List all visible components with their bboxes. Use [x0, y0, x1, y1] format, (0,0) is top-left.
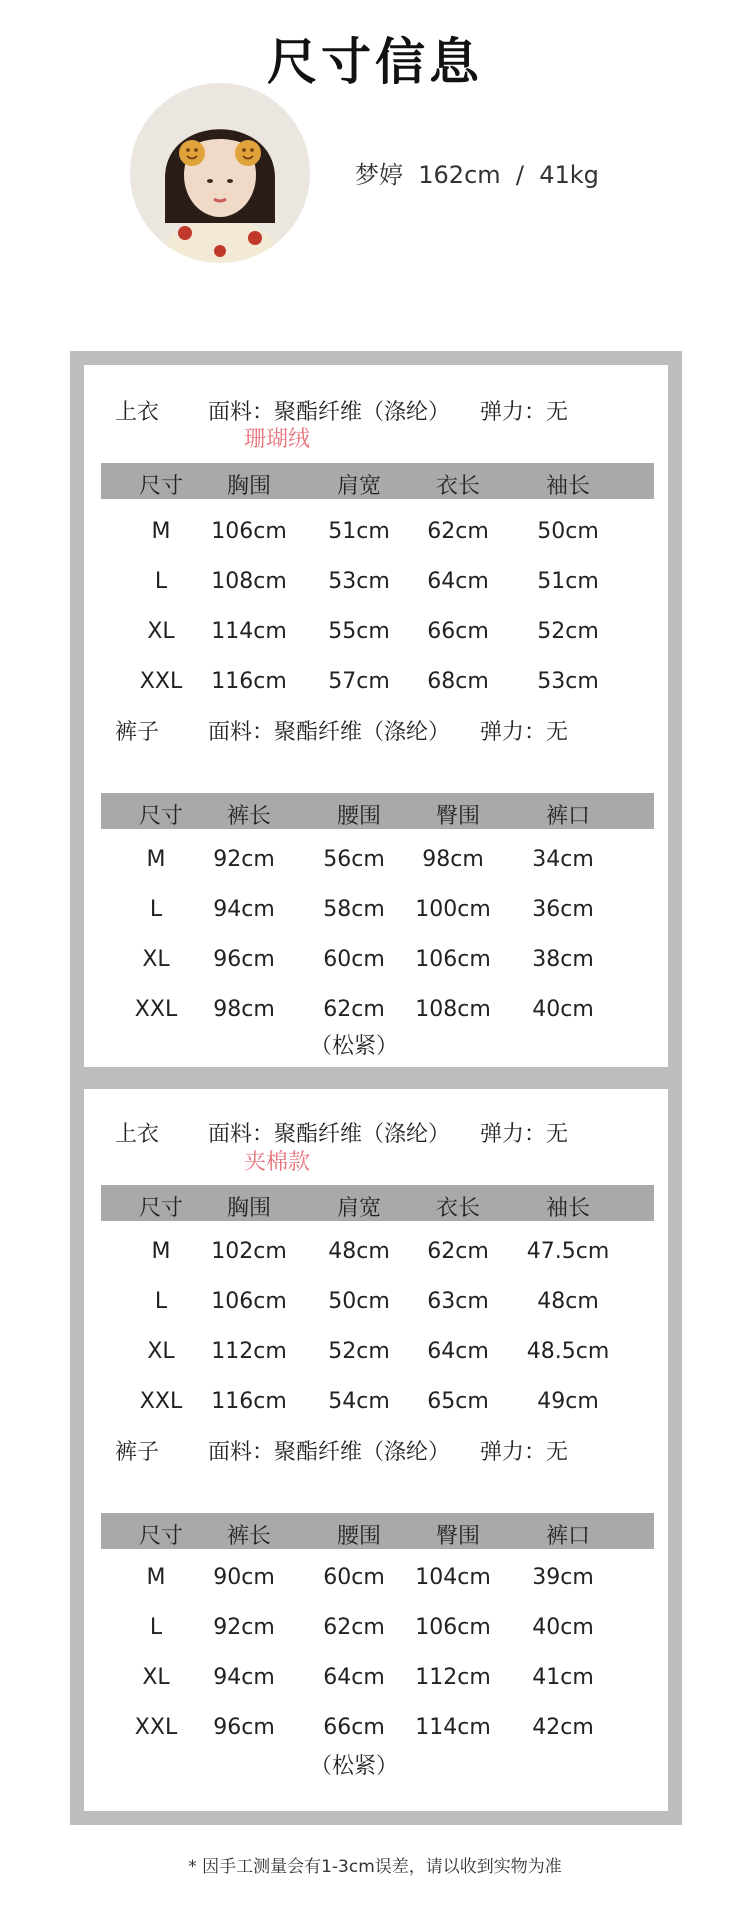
table-cell: XL [147, 619, 175, 644]
top-label: 上衣 [115, 400, 160, 425]
table-cell: 40cm [532, 1615, 594, 1640]
table-cell: L [154, 569, 168, 594]
table-cell: 104cm [415, 1565, 491, 1590]
table-cell: 50cm [328, 1289, 390, 1314]
model-avatar [130, 83, 310, 263]
variant-label: 珊瑚绒 [244, 427, 311, 452]
top-elastic: 弹力：无 [480, 400, 569, 425]
table-cell: 60cm [323, 947, 385, 972]
top-label: 上衣 [115, 1122, 160, 1147]
table-cell: 52cm [328, 1339, 390, 1364]
variant-label: 夹棉款 [244, 1150, 311, 1175]
pants-table-header [101, 1513, 654, 1549]
table-cell: 106cm [415, 947, 491, 972]
table-cell: L [149, 897, 163, 922]
header-cell: 胸围 [226, 1196, 271, 1221]
table-cell: 41cm [532, 1665, 594, 1690]
header-cell: 腰围 [336, 1524, 381, 1549]
pants-elastic: 弹力：无 [480, 720, 569, 745]
table-cell: 49cm [537, 1389, 599, 1414]
page-title: 尺寸信息 [267, 33, 483, 91]
top-info-row [115, 1117, 635, 1147]
table-cell: L [154, 1289, 168, 1314]
header-cell: 臀围 [435, 1524, 480, 1549]
table-cell: 48.5cm [526, 1339, 610, 1364]
table-cell: 42cm [532, 1715, 594, 1740]
table-cell: 60cm [323, 1565, 385, 1590]
pants-label: 裤子 [115, 720, 160, 745]
header-cell: 臀围 [435, 804, 480, 829]
model-info: 梦婷 162cm / 41kg [355, 161, 599, 189]
table-cell: L [149, 1615, 163, 1640]
table-cell: 66cm [427, 619, 489, 644]
table-cell: XXL [134, 997, 178, 1022]
table-cell: 57cm [328, 669, 390, 694]
pants-info-row [115, 715, 635, 745]
header-cell: 衣长 [435, 1196, 480, 1221]
table-cell: 108cm [211, 569, 287, 594]
table-cell: 62cm [323, 997, 385, 1022]
table-cell: XXL [134, 1715, 178, 1740]
table-cell: 92cm [213, 1615, 275, 1640]
header-cell: 尺寸 [138, 1196, 183, 1221]
table-cell: 63cm [427, 1289, 489, 1314]
top-table-header [101, 463, 654, 499]
table-cell: XXL [139, 669, 183, 694]
header-cell: 肩宽 [336, 1196, 381, 1221]
table-cell: 68cm [427, 669, 489, 694]
table-cell: 108cm [415, 997, 491, 1022]
measurement-footnote: * 因手工测量会有1-3cm误差，请以收到实物为准 [188, 1857, 562, 1877]
table-cell: 112cm [415, 1665, 491, 1690]
table-cell: 66cm [323, 1715, 385, 1740]
table-cell: 90cm [213, 1565, 275, 1590]
header-cell: 袖长 [545, 474, 590, 499]
table-cell: 58cm [323, 897, 385, 922]
header-cell: 裤口 [545, 804, 590, 829]
table-cell: 100cm [415, 897, 491, 922]
header-cell: 尺寸 [138, 804, 183, 829]
table-cell: 53cm [537, 669, 599, 694]
table-cell: 94cm [213, 897, 275, 922]
table-cell: 62cm [427, 519, 489, 544]
table-cell: 114cm [415, 1715, 491, 1740]
table-cell: 116cm [211, 1389, 287, 1414]
table-cell: 94cm [213, 1665, 275, 1690]
table-cell: 62cm [323, 1615, 385, 1640]
table-cell: 64cm [427, 1339, 489, 1364]
table-cell: 55cm [328, 619, 390, 644]
table-cell: M [151, 519, 171, 544]
table-cell: 48cm [537, 1289, 599, 1314]
top-table-header [101, 1185, 654, 1221]
table-cell: 102cm [211, 1239, 287, 1264]
pants-fabric: 面料：聚酯纤维（涤纶） [208, 720, 451, 745]
header-cell: 尺寸 [138, 474, 183, 499]
table-cell: 48cm [328, 1239, 390, 1264]
table-cell: XL [147, 1339, 175, 1364]
table-cell: 98cm [422, 847, 484, 872]
pants-info-row [115, 1435, 635, 1465]
table-cell: 96cm [213, 947, 275, 972]
table-cell: 62cm [427, 1239, 489, 1264]
table-cell: XL [142, 1665, 170, 1690]
pants-elastic: 弹力：无 [480, 1440, 569, 1465]
waist-elastic-note: （松紧） [309, 1754, 398, 1779]
header-cell: 衣长 [435, 474, 480, 499]
table-cell: 64cm [427, 569, 489, 594]
pants-table-header [101, 793, 654, 829]
pants-fabric: 面料：聚酯纤维（涤纶） [208, 1440, 451, 1465]
top-info-row [115, 395, 635, 425]
header-cell: 裤长 [226, 804, 271, 829]
pants-label: 裤子 [115, 1440, 160, 1465]
table-cell: 116cm [211, 669, 287, 694]
top-fabric: 面料：聚酯纤维（涤纶） [208, 1122, 451, 1147]
table-cell: XXL [139, 1389, 183, 1414]
table-cell: 52cm [537, 619, 599, 644]
table-cell: 92cm [213, 847, 275, 872]
waist-elastic-note: （松紧） [309, 1034, 398, 1059]
table-cell: 106cm [415, 1615, 491, 1640]
top-elastic: 弹力：无 [480, 1122, 569, 1147]
table-cell: 96cm [213, 1715, 275, 1740]
table-cell: 114cm [211, 619, 287, 644]
table-cell: 38cm [532, 947, 594, 972]
table-cell: 106cm [211, 1289, 287, 1314]
size-panel-coral-fleece [70, 351, 682, 1081]
table-cell: 36cm [532, 897, 594, 922]
table-cell: 54cm [328, 1389, 390, 1414]
table-cell: M [146, 1565, 166, 1590]
header-cell: 胸围 [226, 474, 271, 499]
table-cell: 64cm [323, 1665, 385, 1690]
header-cell: 腰围 [336, 804, 381, 829]
table-cell: 51cm [537, 569, 599, 594]
header-cell: 肩宽 [336, 474, 381, 499]
table-cell: 65cm [427, 1389, 489, 1414]
table-cell: XL [142, 947, 170, 972]
table-cell: 50cm [537, 519, 599, 544]
table-cell: M [146, 847, 166, 872]
table-cell: 39cm [532, 1565, 594, 1590]
table-cell: 56cm [323, 847, 385, 872]
table-cell: 47.5cm [526, 1239, 610, 1264]
top-fabric: 面料：聚酯纤维（涤纶） [208, 400, 451, 425]
header-cell: 袖长 [545, 1196, 590, 1221]
header-cell: 裤口 [545, 1524, 590, 1549]
table-cell: 98cm [213, 997, 275, 1022]
table-cell: 53cm [328, 569, 390, 594]
table-cell: M [151, 1239, 171, 1264]
table-cell: 34cm [532, 847, 594, 872]
table-cell: 106cm [211, 519, 287, 544]
size-panel-quilted [70, 1081, 682, 1825]
header-cell: 裤长 [226, 1524, 271, 1549]
table-cell: 112cm [211, 1339, 287, 1364]
table-cell: 40cm [532, 997, 594, 1022]
header-cell: 尺寸 [138, 1524, 183, 1549]
table-cell: 51cm [328, 519, 390, 544]
